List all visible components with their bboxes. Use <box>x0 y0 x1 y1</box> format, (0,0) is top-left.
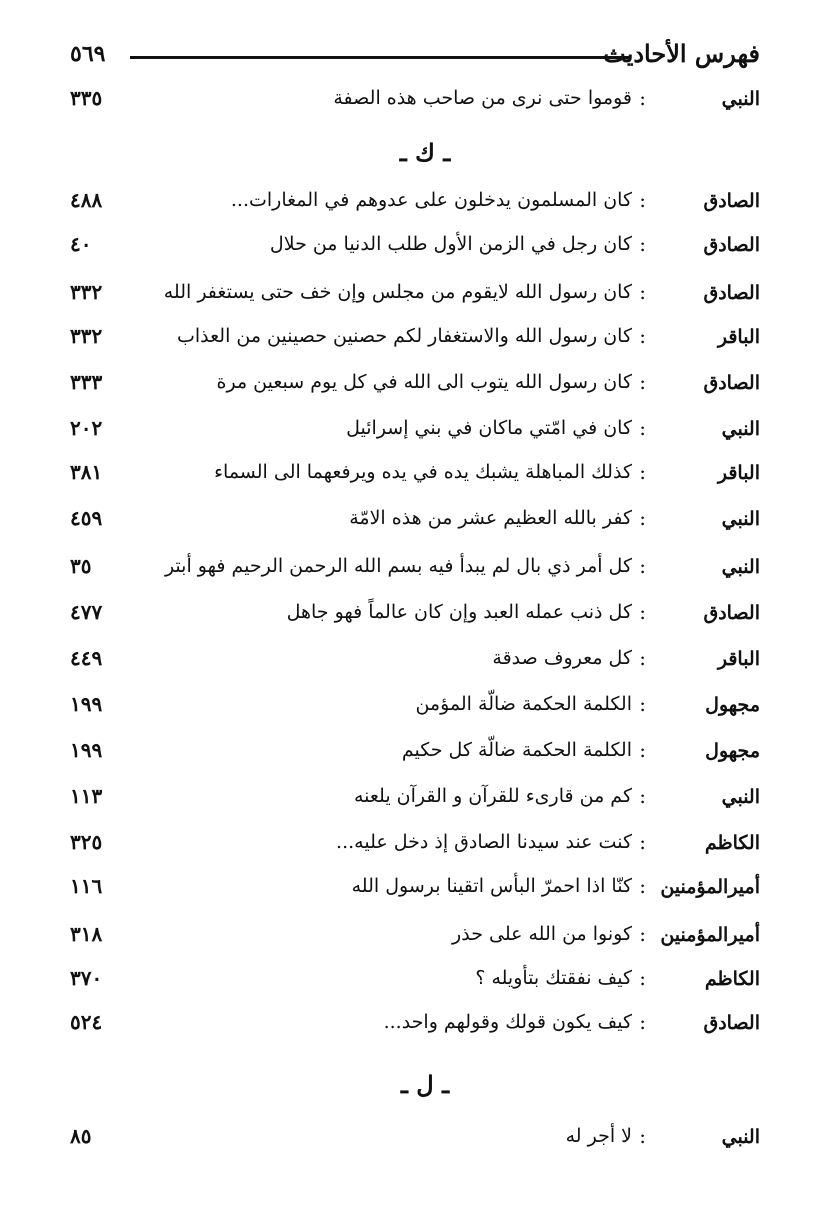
entry-text: قوموا حتى نرى من صاحب هذه الصفة <box>333 87 632 109</box>
entry-narrator: الصادق <box>703 282 760 304</box>
index-entry <box>70 362 760 404</box>
entry-narrator: الصادق <box>703 602 760 624</box>
entry-text: كان رجل في الزمن الأول طلب الدنيا من حلال <box>269 233 632 255</box>
entry-separator: : <box>639 692 646 716</box>
entry-narrator: النبي <box>721 1126 760 1148</box>
page-title: فهرس الأحاديث <box>603 39 760 68</box>
entry-narrator: مجهول <box>705 694 760 716</box>
entry-narrator: النبي <box>721 418 760 440</box>
entry-separator: : <box>639 232 646 256</box>
index-entry <box>70 776 760 818</box>
entry-page: ٤٨٨ <box>70 188 103 212</box>
entry-page: ٣٢٥ <box>70 830 103 854</box>
entry-page: ١١٦ <box>70 874 103 898</box>
entry-text: كان رسول الله يتوب الى الله في كل يوم سبعين مرة <box>216 371 632 393</box>
entry-narrator: الصادق <box>703 234 760 256</box>
entry-page: ٤٥٩ <box>70 506 103 530</box>
entry-separator: : <box>639 324 646 348</box>
entry-separator: : <box>639 416 646 440</box>
entry-narrator: الصادق <box>703 1012 760 1034</box>
entry-narrator: النبي <box>721 508 760 530</box>
entry-text: كان في امّتي ماكان في بني إسرائيل <box>346 417 632 439</box>
entry-separator: : <box>639 738 646 762</box>
index-entry <box>70 1002 760 1044</box>
entry-separator: : <box>639 646 646 670</box>
entry-page: ١٩٩ <box>70 738 103 762</box>
entry-separator: : <box>639 784 646 808</box>
entry-text: كل ذنب عمله العبد وإن كان عالماً فهو جاهل <box>286 601 632 623</box>
index-entry <box>70 914 760 956</box>
entry-page: ٢٠٢ <box>70 416 103 440</box>
entry-page: ٣٣٣ <box>70 370 103 394</box>
entry-page: ٤٤٩ <box>70 646 103 670</box>
index-entry <box>70 452 760 494</box>
index-entry <box>70 866 760 908</box>
entry-text: كذلك المباهلة يشبك يده في يده ويرفعهما الى السماء <box>214 461 632 483</box>
entry-separator: : <box>639 86 646 110</box>
entry-text: الكلمة الحكمة ضالّة كل حكيم <box>401 739 632 761</box>
index-entry <box>70 408 760 450</box>
entry-separator: : <box>639 874 646 898</box>
entry-separator: : <box>639 830 646 854</box>
entry-narrator: مجهول <box>705 740 760 762</box>
index-entry <box>70 546 760 588</box>
entry-page: ٤٠ <box>70 232 92 256</box>
entry-text: كيف نفقتك بتأويله ؟ <box>475 967 632 989</box>
entry-separator: : <box>639 370 646 394</box>
entry-text: لا أجر له <box>565 1125 632 1147</box>
index-entry <box>70 592 760 634</box>
index-entry <box>70 730 760 772</box>
entry-separator: : <box>639 188 646 212</box>
entry-text: كونوا من الله على حذر <box>452 923 632 945</box>
page-number: ٥٦٩ <box>70 41 106 67</box>
entry-narrator: الباقر <box>717 648 760 670</box>
index-entry <box>70 498 760 540</box>
entry-narrator: أميرالمؤمنين <box>660 876 760 898</box>
index-entry <box>70 224 760 266</box>
entry-text: كم من قارىء للقرآن و القرآن يلعنه <box>353 785 632 807</box>
entry-text: كان رسول الله لايقوم من مجلس وإن خف حتى يستغفر الله <box>163 281 632 303</box>
entry-narrator: الباقر <box>717 326 760 348</box>
entry-text: كل معروف صدقة <box>492 647 632 669</box>
entry-page: ٣٣٥ <box>70 86 103 110</box>
index-entry <box>70 638 760 680</box>
entry-page: ٨٥ <box>70 1124 92 1148</box>
entry-page: ٣٣٢ <box>70 280 103 304</box>
entry-text: كنّا اذا احمرّ البأس اتقينا برسول الله <box>351 875 632 897</box>
page-header <box>70 34 760 74</box>
index-entry <box>70 1116 760 1158</box>
entry-text: كفر بالله العظيم عشر من هذه الامّة <box>349 507 632 529</box>
entry-page: ٣٧٠ <box>70 966 103 990</box>
entry-separator: : <box>639 1010 646 1034</box>
entry-page: ٤٧٧ <box>70 600 103 624</box>
entry-page: ٣١٨ <box>70 922 103 946</box>
header-divider <box>130 56 630 59</box>
entry-text: الكلمة الحكمة ضالّة المؤمن <box>415 693 632 715</box>
entry-narrator: أميرالمؤمنين <box>660 924 760 946</box>
entry-separator: : <box>639 966 646 990</box>
index-entry <box>70 180 760 222</box>
entry-page: ٥٢٤ <box>70 1010 103 1034</box>
section-letter-kaf: ـ ك ـ <box>399 138 451 167</box>
entry-text: كنت عند سيدنا الصادق إذ دخل عليه... <box>336 831 632 853</box>
entry-narrator: الكاظم <box>704 968 760 990</box>
entry-separator: : <box>639 554 646 578</box>
entry-narrator: الباقر <box>717 462 760 484</box>
entry-separator: : <box>639 506 646 530</box>
index-entry <box>70 316 760 358</box>
entry-separator: : <box>639 922 646 946</box>
index-entry <box>70 958 760 1000</box>
entry-narrator: الصادق <box>703 190 760 212</box>
entry-page: ٣٣٢ <box>70 324 103 348</box>
entry-page: ١١٣ <box>70 784 103 808</box>
entry-text: كان المسلمون يدخلون على عدوهم في المغارات... <box>230 189 632 211</box>
entry-separator: : <box>639 460 646 484</box>
entry-text: كيف يكون قولك وقولهم واحد... <box>383 1011 632 1033</box>
entry-separator: : <box>639 600 646 624</box>
entry-narrator: النبي <box>721 786 760 808</box>
entry-narrator: الكاظم <box>704 832 760 854</box>
entry-page: ٣٥ <box>70 554 92 578</box>
entry-text: كل أمر ذي بال لم يبدأ فيه بسم الله الرحمن الرحيم فهو أبتر <box>164 555 632 577</box>
index-entry <box>70 272 760 314</box>
entry-separator: : <box>639 280 646 304</box>
index-entry <box>70 822 760 864</box>
entry-narrator: النبي <box>721 556 760 578</box>
entry-text: كان رسول الله والاستغفار لكم حصنين حصينين من العذاب <box>176 325 632 347</box>
entry-page: ١٩٩ <box>70 692 103 716</box>
section-letter-lam: ـ ل ـ <box>400 1070 450 1099</box>
entry-separator: : <box>639 1124 646 1148</box>
index-entry <box>70 684 760 726</box>
index-entry <box>70 78 760 120</box>
entry-page: ٣٨١ <box>70 460 103 484</box>
entry-narrator: الصادق <box>703 372 760 394</box>
entry-narrator: النبي <box>721 88 760 110</box>
